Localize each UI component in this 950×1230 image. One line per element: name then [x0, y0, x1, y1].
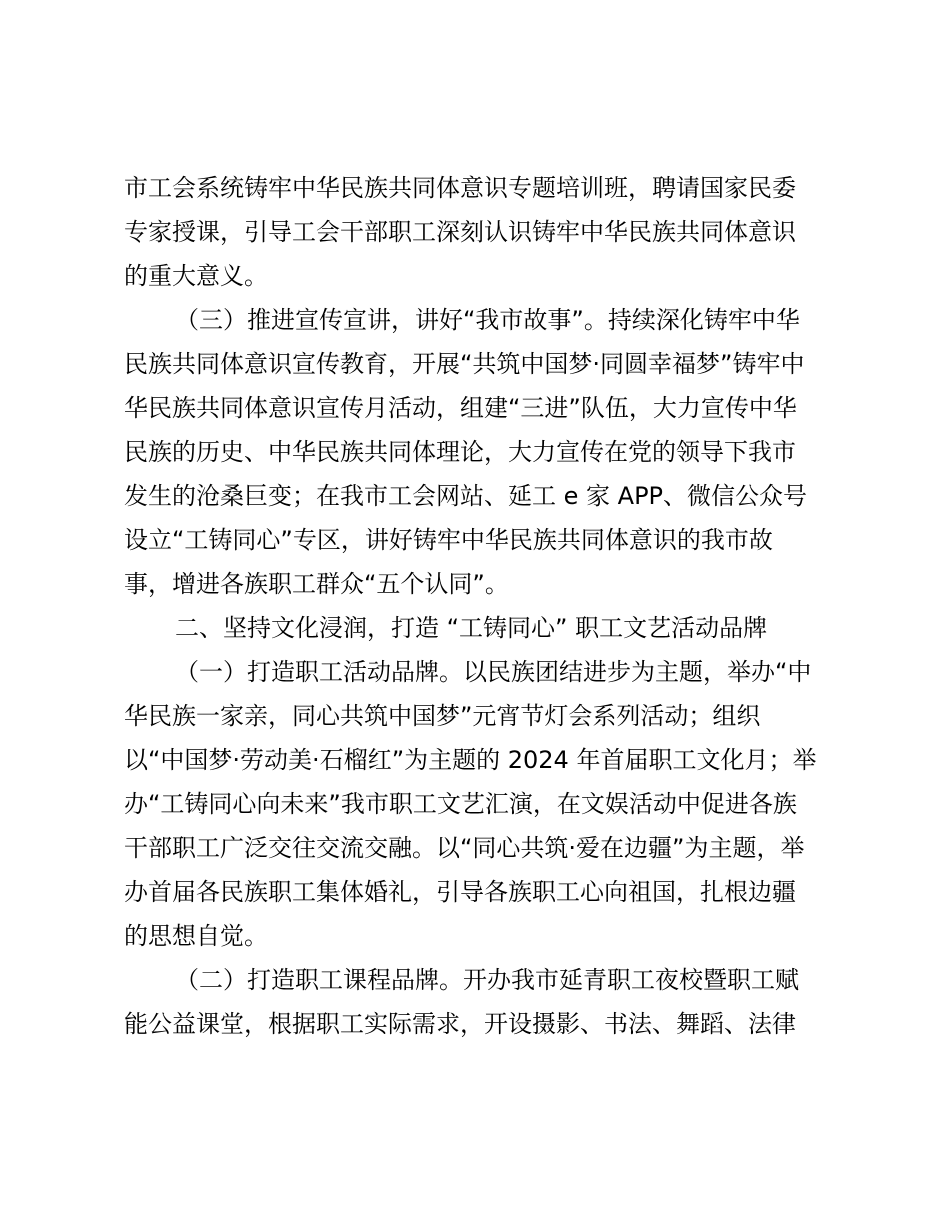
paragraph-line: 华民族一家亲，同心共筑中国梦”元宵节灯会系列活动；组织 [124, 702, 761, 730]
paragraph-line: 办“工铸同心向未来”我市职工文艺汇演，在文娱活动中促进各族 [124, 790, 797, 818]
paragraph-line: 的思想自觉。 [124, 922, 268, 950]
section-heading-line: （二）打造职工课程品牌。开办我市延青职工夜校暨职工赋 [175, 966, 799, 994]
paragraph-line: 事，增进各族职工群众“五个认同”。 [124, 570, 509, 598]
paragraph-line: 干部职工广泛交往交流交融。以“同心共筑·爱在边疆”为主题，举 [124, 834, 805, 862]
section-heading-line: （一）打造职工活动品牌。以民族团结进步为主题，举办“中 [175, 658, 812, 686]
paragraph-line: 华民族共同体意识宣传月活动，组建“三进”队伍，大力宣传中华 [124, 394, 797, 422]
section-heading-line: （三）推进宣传宣讲，讲好“我市故事”。持续深化铸牢中华 [175, 306, 800, 334]
paragraph-line: 发生的沧桑巨变；在我市工会网站、延工 e 家 APP、微信公众号 [124, 482, 808, 510]
paragraph-line: 能公益课堂，根据职工实际需求，开设摄影、书法、舞蹈、法律 [124, 1010, 796, 1038]
paragraph-line: 设立“工铸同心”专区，讲好铸牢中华民族共同体意识的我市故 [124, 526, 773, 554]
paragraph-line: 办首届各民族职工集体婚礼，引导各族职工心向祖国，扎根边疆 [124, 878, 796, 906]
paragraph-line: 民族的历史、中华民族共同体理论，大力宣传在党的领导下我市 [124, 438, 796, 466]
chapter-heading: 二、坚持文化浸润，打造 “工铸同心” 职工文艺活动品牌 [175, 614, 768, 642]
paragraph-line: 的重大意义。 [124, 262, 268, 290]
paragraph-line: 民族共同体意识宣传教育，开展“共筑中国梦·同圆幸福梦”铸牢中 [124, 350, 805, 378]
paragraph-line: 市工会系统铸牢中华民族共同体意识专题培训班，聘请国家民委 [124, 174, 796, 202]
paragraph-line: 专家授课，引导工会干部职工深刻认识铸牢中华民族共同体意识 [124, 218, 796, 246]
paragraph-line: 以“中国梦·劳动美·石榴红”为主题的 2024 年首届职工文化月；举 [124, 746, 817, 774]
